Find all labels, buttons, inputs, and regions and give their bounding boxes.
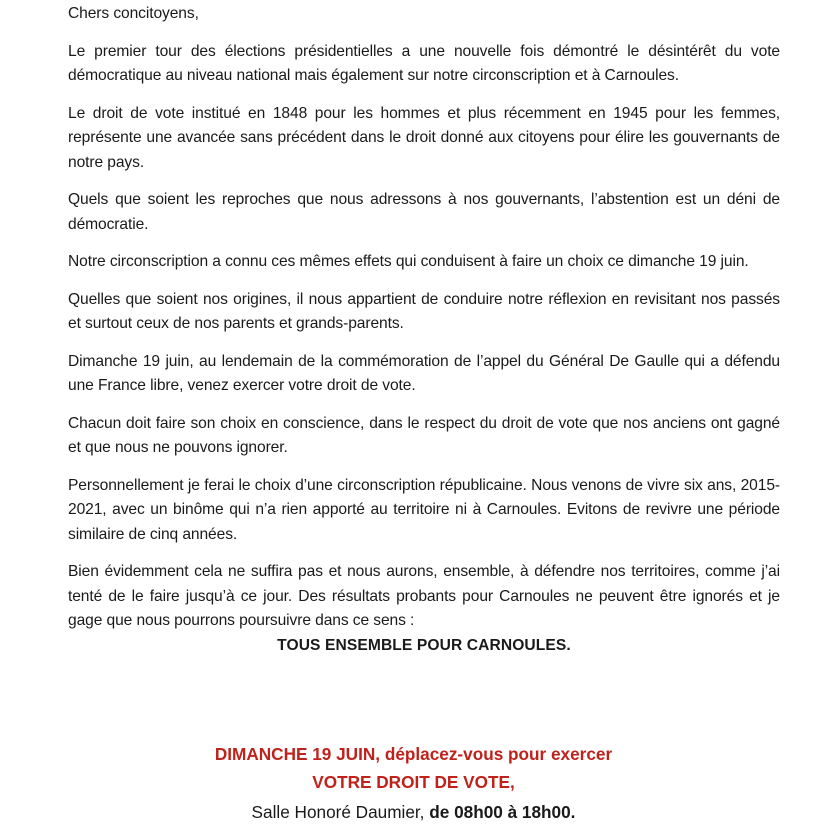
paragraph-right-to-vote: Le droit de vote institué en 1848 pour les hommes et plus récemment en 1945 pour les femmes, représente une avancée sans précédent dans le droit donné aux citoyens pour élire les gouvernants de notre pays.	[68, 104, 780, 171]
venue-line	[0, 798, 827, 826]
paragraph-defend-territories: Bien évidemment cela ne suffira pas et nous aurons, ensemble, à défendre nos territoires, comme j’ai tenté de le faire jusqu’à ce jour. Des résultats probants pour Carnoules ne peuvent être ignorés et je gage que nous pourrons poursuivre dans ce sens :	[68, 563, 780, 629]
paragraph-personal-choice: Personnellement je ferai le choix d’une circonscription républicaine. Nous venons de vivre six ans, 2015-2021, avec un binôme qui n’a rien apporté au territoire ni à Carnoules. Evitons de revivre une période similaire de cinq années.	[68, 476, 780, 543]
slogan: TOUS ENSEMBLE POUR CARNOULES.	[277, 636, 571, 654]
paragraph-turnout: Le premier tour des élections présidentielles a une nouvelle fois démontré le désintérêt du vote démocratique au niveau national mais également sur notre circonscription et à Carnoules.	[68, 42, 780, 84]
callout-line-vote: VOTRE DROIT DE VOTE,	[312, 772, 515, 792]
paragraph-origins: Quelles que soient nos origines, il nous appartient de conduire notre réflexion en revisitant nos passés et surtout ceux de nos parents et grands-parents.	[68, 290, 780, 332]
paragraph-circonscription: Notre circonscription a connu ces mêmes effets qui conduisent à faire un choix ce dimanche 19 juin.	[68, 253, 749, 270]
callout-line-date: DIMANCHE 19 JUIN, déplacez-vous pour exercer	[214, 744, 613, 764]
letter-body	[68, 2, 780, 658]
paragraph-de-gaulle: Dimanche 19 juin, au lendemain de la commémoration de l’appel du Général De Gaulle qui a défendu une France libre, venez exercer votre droit de vote.	[68, 352, 780, 394]
venue-name: Salle Honoré Daumier,	[251, 802, 430, 822]
venue-hours: de 08h00 à 18h00.	[429, 802, 576, 822]
greeting: Chers concitoyens,	[68, 5, 199, 22]
paragraph-conscience: Chacun doit faire son choix en conscience, dans le respect du droit de vote que nos anciens ont gagné et que nous ne pouvons ignorer.	[68, 414, 780, 456]
paragraph-abstention: Quels que soient les reproches que nous adressons à nos gouvernants, l’abstention est un déni de démocratie.	[68, 191, 780, 233]
